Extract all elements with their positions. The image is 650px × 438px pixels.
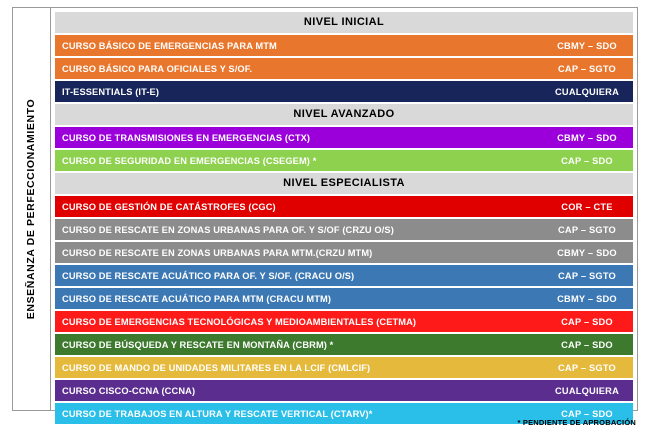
course-row xyxy=(55,242,633,263)
course-name: CURSO DE BÚSQUEDA Y RESCATE EN MONTAÑA (CBRM) * xyxy=(55,334,541,355)
course-name: CURSO DE GESTIÓN DE CATÁSTROFES (CGC) xyxy=(55,196,541,217)
vertical-axis-label-text: ENSEÑANZA DE PERFECCIONAMIENTO xyxy=(25,98,38,320)
course-row xyxy=(55,150,633,171)
course-row xyxy=(55,380,633,401)
course-rank-code: CBMY – SDO xyxy=(541,35,633,56)
footnote: * PENDIENTE DE APROBACIÓN xyxy=(517,418,636,427)
course-rank-code: CAP – SDO xyxy=(541,311,633,332)
course-row xyxy=(55,357,633,378)
level-rows xyxy=(55,35,633,102)
course-rank-code: CAP – SDO xyxy=(541,403,633,424)
levels-container xyxy=(51,8,637,419)
course-rank-code: CAP – SGTO xyxy=(541,219,633,240)
level-header: NIVEL INICIAL xyxy=(55,12,633,33)
course-row xyxy=(55,127,633,148)
course-row xyxy=(55,219,633,240)
course-row xyxy=(55,288,633,309)
course-rank-code: CAP – SDO xyxy=(541,334,633,355)
course-name: CURSO BÁSICO PARA OFICIALES Y S/OF. xyxy=(55,58,541,79)
course-rank-code: CAP – SGTO xyxy=(541,357,633,378)
level-header: NIVEL AVANZADO xyxy=(55,104,633,125)
level-rows xyxy=(55,127,633,171)
course-name: IT-ESSENTIALS (IT-E) xyxy=(55,81,541,102)
course-rank-code: COR – CTE xyxy=(541,196,633,217)
course-rank-code: CAP – SDO xyxy=(541,150,633,171)
course-name: CURSO DE TRANSMISIONES EN EMERGENCIAS (CTX) xyxy=(55,127,541,148)
course-name: CURSO DE EMERGENCIAS TECNOLÓGICAS Y MEDIOAMBIENTALES (CETMA) xyxy=(55,311,541,332)
level-rows xyxy=(55,196,633,424)
course-name: CURSO CISCO-CCNA (CCNA) xyxy=(55,380,541,401)
course-rank-code: CUALQUIERA xyxy=(541,380,633,401)
course-name: CURSO DE RESCATE ACUÁTICO PARA OF. Y S/OF. (CRACU O/S) xyxy=(55,265,541,286)
vertical-axis-label xyxy=(13,8,51,410)
course-rank-code: CBMY – SDO xyxy=(541,242,633,263)
course-row xyxy=(55,81,633,102)
course-rank-code: CBMY – SDO xyxy=(541,127,633,148)
course-name: CURSO DE TRABAJOS EN ALTURA Y RESCATE VERTICAL (CTARV)* xyxy=(55,403,541,424)
course-row xyxy=(55,58,633,79)
course-row xyxy=(55,311,633,332)
course-name: CURSO DE RESCATE EN ZONAS URBANAS PARA MTM.(CRZU MTM) xyxy=(55,242,541,263)
course-row xyxy=(55,265,633,286)
course-rank-code: CUALQUIERA xyxy=(541,81,633,102)
courses-table-frame xyxy=(12,7,638,419)
course-rank-code: CAP – SGTO xyxy=(541,58,633,79)
course-name: CURSO DE SEGURIDAD EN EMERGENCIAS (CSEGEM) * xyxy=(55,150,541,171)
course-name: CURSO DE RESCATE ACUÁTICO PARA MTM (CRACU MTM) xyxy=(55,288,541,309)
level-header: NIVEL ESPECIALISTA xyxy=(55,173,633,194)
course-name: CURSO BÁSICO DE EMERGENCIAS PARA MTM xyxy=(55,35,541,56)
course-name: CURSO DE MANDO DE UNIDADES MILITARES EN LA LCIF (CMLCIF) xyxy=(55,357,541,378)
course-rank-code: CAP – SGTO xyxy=(541,265,633,286)
course-row xyxy=(55,196,633,217)
course-rank-code: CBMY – SDO xyxy=(541,288,633,309)
course-row xyxy=(55,35,633,56)
course-name: CURSO DE RESCATE EN ZONAS URBANAS PARA OF. Y S/OF (CRZU O/S) xyxy=(55,219,541,240)
course-row xyxy=(55,334,633,355)
